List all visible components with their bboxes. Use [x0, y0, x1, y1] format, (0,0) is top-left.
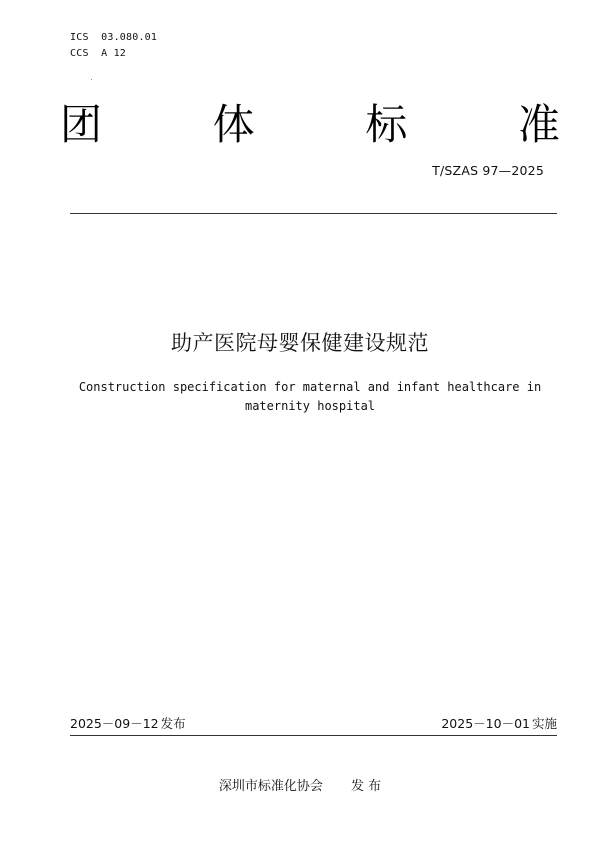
- top-divider: [70, 213, 557, 214]
- english-title-line-1: Construction specification for maternal and infant healthcare in: [78, 380, 542, 394]
- title-char-2: 体: [212, 100, 255, 149]
- implement-date: 2025－10－01: [441, 716, 530, 731]
- standard-number: T/SZAS 97—2025: [432, 163, 544, 178]
- title-char-4: 准: [517, 100, 560, 149]
- title-char-3: 标: [365, 100, 408, 149]
- implement-date-block: [441, 714, 557, 732]
- ccs-label: CCS: [70, 48, 89, 59]
- publish-date-block: [70, 714, 186, 732]
- english-title: [70, 378, 550, 416]
- ccs-code: A 12: [101, 48, 127, 59]
- bottom-divider: [70, 735, 557, 736]
- classification-codes: [70, 30, 157, 62]
- issuer-name: 深圳市标准化协会: [218, 779, 323, 794]
- dates-row: [70, 714, 557, 732]
- english-title-line-2: maternity hospital: [244, 399, 376, 413]
- ics-code: 03.080.01: [101, 32, 158, 43]
- document-category-title: [60, 92, 560, 152]
- implement-label: 实施: [531, 716, 557, 731]
- publish-label: 发布: [160, 716, 186, 731]
- title-char-1: 团: [60, 100, 103, 149]
- ics-label: ICS: [70, 32, 89, 43]
- ics-row: [70, 30, 157, 46]
- issuer-line: [0, 775, 600, 794]
- publish-date: 2025－09－12: [70, 716, 159, 731]
- issuer-action: 发 布: [350, 779, 382, 794]
- scan-speck: [91, 79, 92, 80]
- chinese-title: 助产医院母婴保健建设规范: [171, 331, 429, 355]
- ccs-row: [70, 46, 157, 62]
